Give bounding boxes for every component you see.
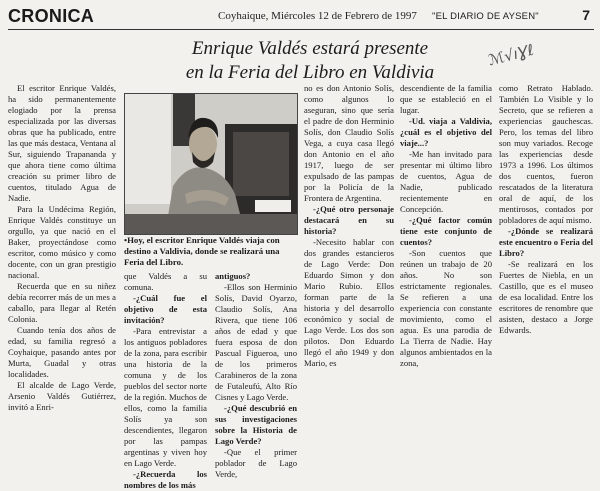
article-column-4	[304, 83, 394, 455]
paragraph: Cuando tenía dos años de edad, su familia regresó a Coyhaique, pasando antes por Murta, Guadal y otras localidades.	[8, 325, 116, 379]
article-column-6	[499, 83, 593, 455]
interview-question: -¿Qué descubrió en sus investigaciones sobre la Historia de Lago Verde?	[215, 403, 297, 446]
author-photo	[124, 93, 298, 235]
article-column-1	[8, 83, 116, 455]
headline-line-1: Enrique Valdés estará presente	[191, 38, 429, 59]
photo-illustration	[125, 94, 297, 234]
interview-question: -¿Qué otro personaje destacará en su historia?	[304, 204, 394, 236]
paragraph: -Son cuentos que reúnen un trabajo de 20 años. No son estrictamente regionales. Se refieren a una experiencia con constante movimiento, como el agua. Es una parodia de La Tierra de Nadie. Hay algunos ambientados en la zona,	[400, 248, 492, 368]
handwritten-mark: ℳ√ıƔℓ	[486, 40, 536, 70]
paragraph: -Que el primer poblador de Lago Verde,	[215, 447, 297, 479]
article-column-2	[124, 271, 207, 490]
paragraph: -Me han invitado para presentar mi último libro de cuentos, Agua de Nadie, publicado recientemente en Concepción.	[400, 149, 492, 214]
paragraph: Para la Undécima Región, Enrique Valdés constituye un orgullo, ya que nació en el Baker, proyectándose como escritor, como músico y como docente, con un gran prestigio nacional.	[8, 204, 116, 280]
paragraph: -Se realizará en los Fuertes de Niebla, en un Castillo, que es el museo de esa localidad. Entre los escritores de renombre que asisten, destaco a Jorge Edwards.	[499, 259, 593, 335]
interview-question: -Ud. viaja a Valdivia, ¿cuál es el objetivo del viaje...?	[400, 116, 492, 148]
interview-question: -¿Dónde se realizará este encuentro o Feria del Libro?	[499, 226, 593, 258]
page-header	[8, 6, 594, 26]
article-headline	[150, 37, 470, 85]
article-column-3	[215, 271, 297, 479]
section-title: CRONICA	[8, 6, 95, 26]
paragraph: -Ellos son Herminio Solís, David Oyarzo, Claudio Solís, Ana Rivera, que tiene 106 años de edad y que fuera esposa de don Pascual Figueroa, uno de los primeros Carabineros de la zona de Futaleufú, Alto Río Cisnes y Lago Verde.	[215, 282, 297, 402]
interview-question: antiguos?	[215, 271, 251, 281]
header-rule	[8, 29, 594, 30]
paragraph: El escritor Enrique Valdés, ha sido permanentemente elogiado por la prensa especializada por las diversas obras que ha publicado, entre las que más destaca, Ventana al Sur, siguiendo Trapananda y que ahora tiene como última creación su primer libro de cuentos, titulado Agua de Nadie.	[8, 83, 116, 203]
interview-question: -¿Cuál fue el objetivo de esta invitación?	[124, 293, 207, 325]
paragraph: Recuerda que en su niñez debía recorrer más de un mes a caballo, para llegar al Retén Colonia.	[8, 281, 116, 324]
interview-question: -¿Qué factor común tiene este conjunto de cuentos?	[400, 215, 492, 247]
paragraph: -Necesito hablar con dos grandes estancieros de Lago Verde: Don Eduardo Simon y don Mario Rubio. Ellos forman parte de la historia y del desarrollo económico y social de Lago Verde. Los dos son pilotos. Don Eduardo llegó el año 1949 y don Mario, es	[304, 237, 394, 368]
page-number: 7	[582, 7, 590, 23]
headline-line-2: en la Feria del Libro en Valdivia	[185, 62, 435, 83]
photo-caption: •Hoy, el escritor Enrique Valdés viaja con destino a Valdivia, donde se realizará una Feria del Libro.	[124, 235, 280, 267]
article-column-5	[400, 83, 492, 455]
interview-question: -¿Recuerda los nombres de los más	[124, 469, 207, 490]
paragraph: que Valdés a su comuna.	[124, 271, 207, 292]
paragraph: como Retrato Hablado. También Lo Visible y lo Secreto, que se refieren a experiencias gauchescas. Pero, los temas del libro son muy variados. Recoge las experiencias desde 1973 a 1996. Los últimos dos cuentos, fueron rescatados de la literatura oral de aquí, de los mentirosos, contados por pobladores de aquí mismo.	[499, 83, 593, 225]
dateline: Coyhaique, Miércoles 12 de Febrero de 1997	[218, 10, 417, 22]
paragraph: El alcalde de Lago Verde, Arsenio Valdés Gutiérrez, invitó a Enri-	[8, 380, 116, 412]
newspaper-name: "EL DIARIO DE AYSEN"	[432, 11, 539, 22]
paragraph: -Para entrevistar a los antiguos pobladores de la zona, para escribir una historia de la comuna y de los pueblos del sector norte de la región. Muchos de ellos, como la familia Solís ya son descendientes, llegaron por las pampas argentinas y viven hoy en Lago Verde.	[124, 326, 207, 468]
paragraph: no es don Antonio Solís, como algunos lo aseguran, sino que sería el padre de don Herminio Solís, don Claudio Solís Vega, a cuya casa llegó don Antonio en el año 1917, luego de ser expulsado de las pampas por la Policía de la Frontera de Argentina.	[304, 83, 394, 203]
paragraph: descendiente de la familia que se estableció en el lugar.	[400, 83, 492, 115]
